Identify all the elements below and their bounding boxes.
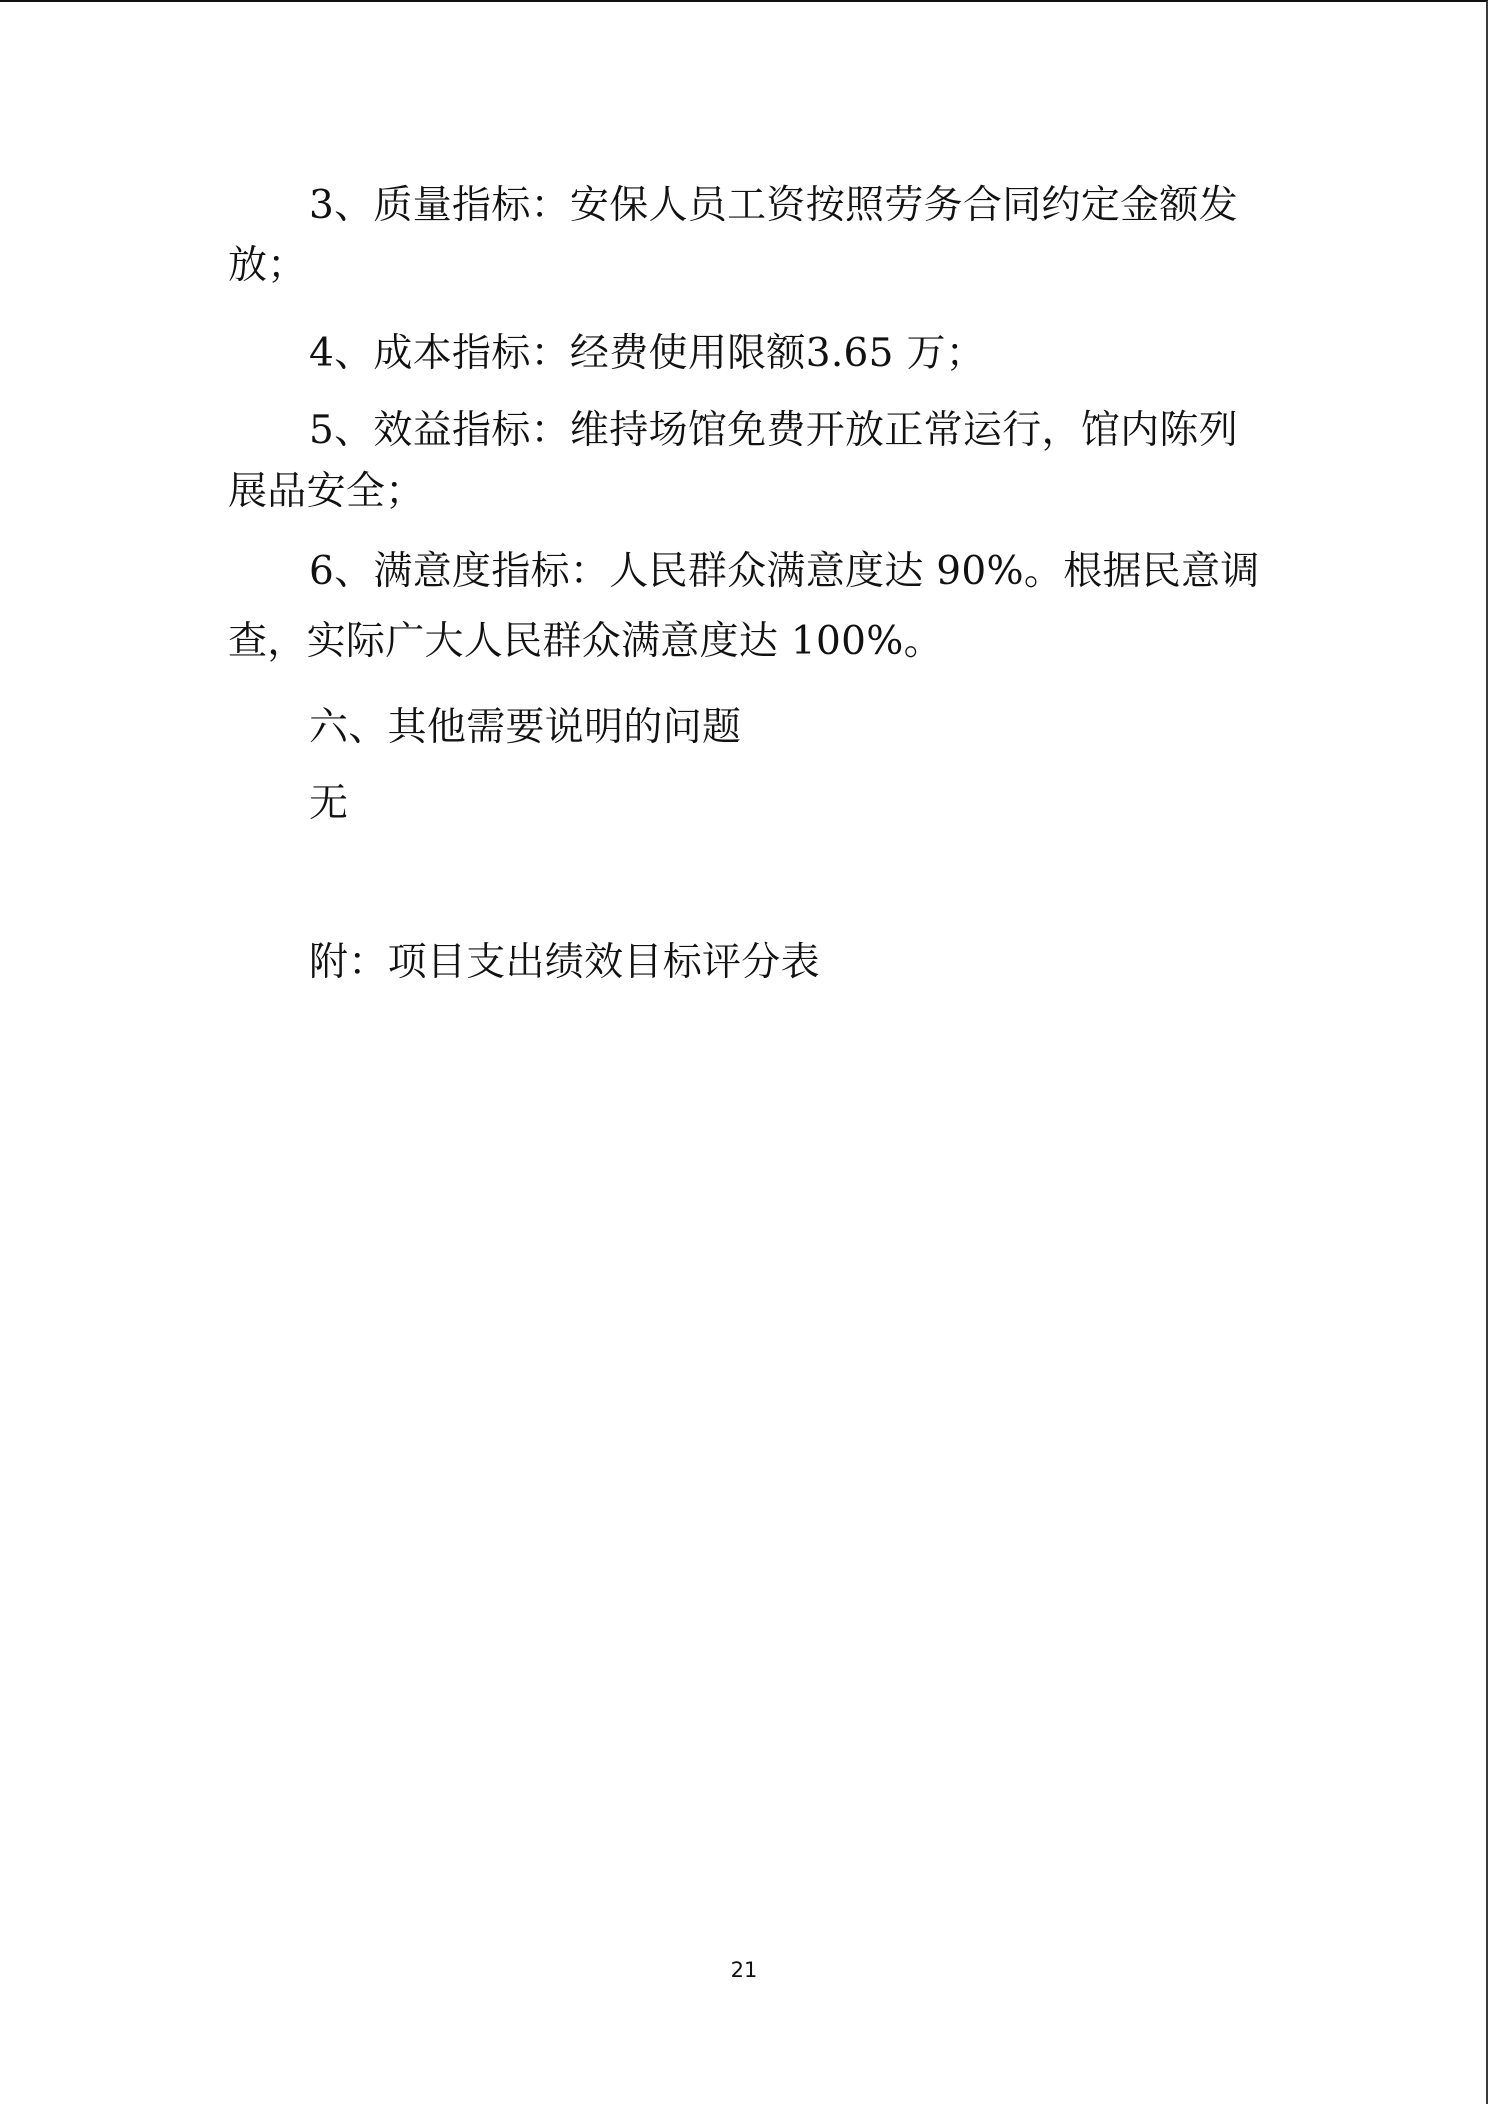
paragraph-line: 放；: [228, 243, 307, 288]
paragraph-line: 5、效益指标：维持场馆免费开放正常运行，馆内陈列: [309, 408, 1239, 453]
paragraph-line: 展品安全；: [228, 469, 425, 514]
page-number: 21: [730, 1958, 758, 1982]
paragraph-line: 6、满意度指标：人民群众满意度达 90%。根据民意调: [309, 549, 1260, 594]
section-heading: 六、其他需要说明的问题: [309, 705, 742, 750]
section-body: 无: [309, 781, 349, 826]
attachment-note: 附：项目支出绩效目标评分表: [309, 940, 820, 985]
paragraph-line: 4、成本指标：经费使用限额3.65 万；: [309, 331, 986, 376]
paragraph-line: 3、质量指标：安保人员工资按照劳务合同约定金额发: [309, 183, 1239, 228]
paragraph-line: 查，实际广大人民群众满意度达 100%。: [228, 619, 943, 664]
